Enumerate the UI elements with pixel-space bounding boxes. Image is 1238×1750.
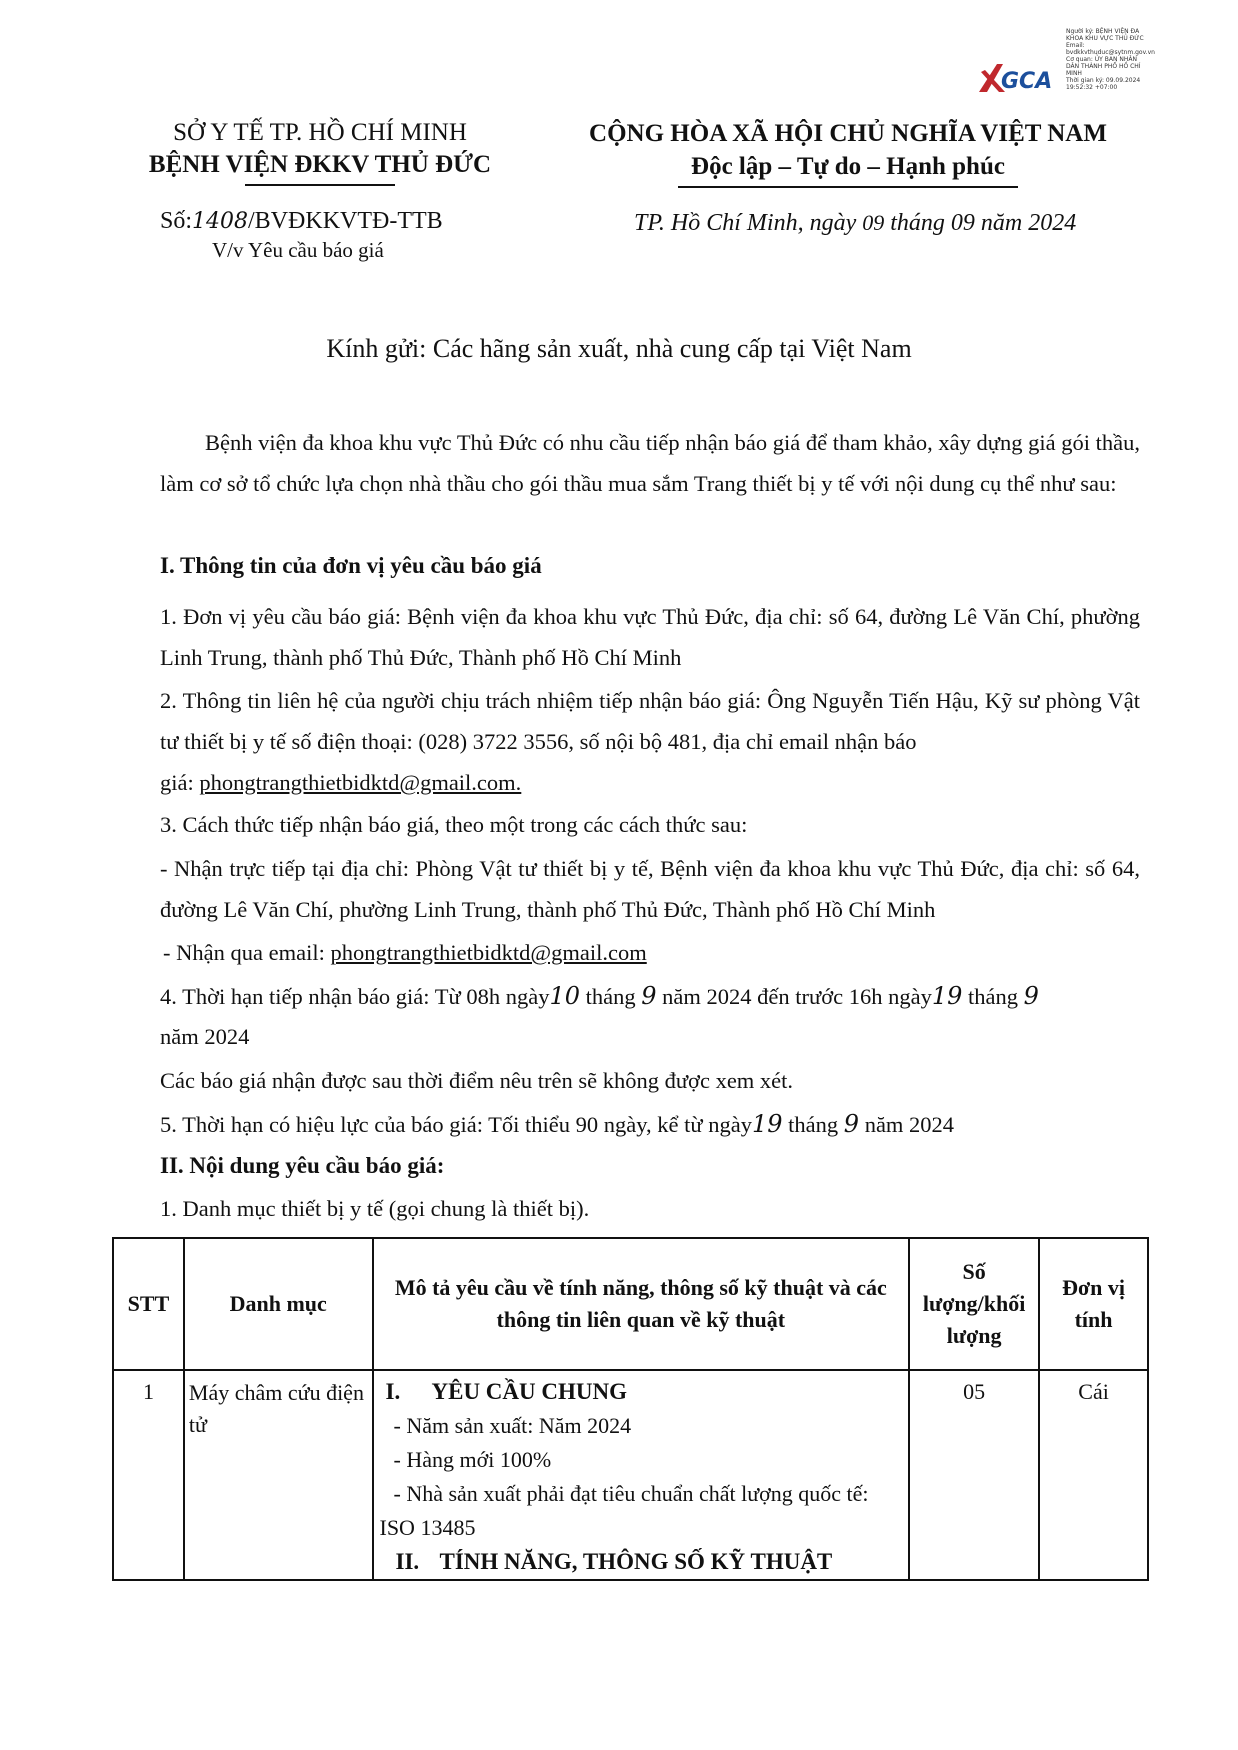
- section-number: II.: [395, 1549, 420, 1574]
- deadline-text-c: năm 2024 đến trước 16h ngày: [662, 984, 932, 1009]
- doc-number-prefix: Số:: [160, 208, 193, 234]
- deadline-text-a: 4. Thời hạn tiếp nhận báo giá: Từ 08h ngày: [160, 984, 550, 1009]
- header-stt: STT: [113, 1238, 184, 1370]
- contact-info-text: 2. Thông tin liên hệ của người chịu trách nhiệm tiếp nhận báo giá: Ông Nguyễn Tiến Hậu, Kỹ sư phòng Vật tư thiết bị y tế số điện thoại: (028) 3722 3556, số nội bộ 481, địa chỉ email nhận báo: [160, 688, 1140, 754]
- contact-email-link[interactable]: phongtrangthietbidktd@gmail.com.: [199, 770, 522, 795]
- section-number: I.: [385, 1379, 401, 1404]
- organization-header: [110, 118, 530, 186]
- header-description: Mô tả yêu cầu về tính năng, thông số kỹ thuật và các thông tin liên quan về kỹ thuật: [373, 1238, 910, 1370]
- document-subject: V/v Yêu cầu báo giá: [212, 238, 384, 262]
- signature-line: Email: bvdkkvthuduc@sytnm.gov.vn: [1066, 42, 1155, 56]
- deadline-day1-handwritten: 10: [549, 982, 580, 1010]
- requirement-section-general: [380, 1375, 905, 1409]
- section-1-item-1: 1. Đơn vị yêu cầu báo giá: Bệnh viện đa khoa khu vực Thủ Đức, địa chỉ: số 64, đường Lê Văn Chí, phường Linh Trung, thành phố Thủ Đức, Thành phố Hồ Chí Minh: [160, 604, 1140, 670]
- deadline-day2-handwritten: 19: [931, 982, 963, 1010]
- validity-text-c: năm 2024: [864, 1112, 955, 1137]
- deadline-note: Các báo giá nhận được sau thời điểm nêu trên sẽ không được xem xét.: [160, 1068, 794, 1093]
- validity-text-a: 5. Thời hạn có hiệu lực của báo giá: Tối thiểu 90 ngày, kể từ ngày: [160, 1112, 752, 1137]
- requirement-section-specs: [380, 1545, 905, 1579]
- row-quantity: 05: [909, 1370, 1039, 1580]
- email-method-prefix: - Nhận qua email:: [163, 940, 331, 965]
- validity-day-handwritten: 19: [751, 1110, 783, 1138]
- org-line-2: BỆNH VIỆN ĐKKV THỦ ĐỨC: [148, 151, 492, 178]
- contact-email-line: [160, 770, 521, 796]
- deadline-year: năm 2024: [160, 1024, 250, 1049]
- row-description: [373, 1370, 910, 1580]
- signature-line: Cơ quan: ỦY BAN NHÂN DÂN THÀNH PHỐ HỒ CHÍ MINH: [1066, 56, 1141, 77]
- nation-header: [548, 118, 1148, 188]
- requirement-item: - Hàng mới 100%: [393, 1447, 552, 1472]
- header-unit: Đơn vị tính: [1039, 1238, 1148, 1370]
- section-title: TÍNH NĂNG, THÔNG SỐ KỸ THUẬT: [439, 1549, 833, 1574]
- deadline-month2-handwritten: 9: [1023, 982, 1039, 1010]
- header-quantity: Số lượng/khối lượng: [909, 1238, 1039, 1370]
- section-1-item-3: 3. Cách thức tiếp nhận báo giá, theo một trong các cách thức sau:: [160, 812, 748, 837]
- doc-number-suffix: /BVĐKKVTĐ-TTB: [248, 208, 443, 234]
- row-unit: Cái: [1039, 1370, 1148, 1580]
- document-number: [160, 208, 443, 235]
- section-1-item-3-a: - Nhận trực tiếp tại địa chỉ: Phòng Vật tư thiết bị y tế, Bệnh viện đa khoa khu vực Thủ Đức, địa chỉ: số 64, đường Lê Văn Chí, phường Linh Trung, thành phố Thủ Đức, Thành phố Hồ Chí Minh: [160, 856, 1140, 922]
- signature-line: Thời gian ký: 09.09.2024 19:52:32 +07:00: [1066, 77, 1141, 91]
- validity-text-b: tháng: [788, 1112, 839, 1137]
- requirement-item: - Nhà sản xuất phải đạt tiêu chuẩn chất lượng quốc tế: ISO 13485: [379, 1481, 869, 1540]
- signature-details: [1066, 28, 1155, 91]
- section-1-item-2: [160, 680, 1140, 762]
- nation-motto: Độc lập – Tự do – Hạnh phúc: [691, 153, 1005, 180]
- doc-number-handwritten: 1408: [192, 209, 249, 234]
- svg-text:GCA: GCA: [1001, 69, 1053, 94]
- deadline-text-b: tháng: [585, 984, 636, 1009]
- date-day-handwritten: 09: [862, 210, 885, 235]
- row-item-name: Máy châm cứu điện tử: [184, 1370, 373, 1580]
- section-1-item-3-b: [163, 940, 647, 966]
- deadline-text-d: tháng: [968, 984, 1018, 1009]
- equipment-table: [112, 1237, 1149, 1581]
- org-underline: [245, 184, 395, 186]
- validity-month-handwritten: 9: [843, 1110, 860, 1138]
- section-2-item-1: 1. Danh mục thiết bị y tế (gọi chung là thiết bị).: [160, 1196, 590, 1221]
- table-header-row: [113, 1238, 1148, 1370]
- nation-line-1: CỘNG HÒA XÃ HỘI CHỦ NGHĨA VIỆT NAM: [589, 120, 1107, 147]
- table-row: [113, 1370, 1148, 1580]
- date-prefix: TP. Hồ Chí Minh, ngày: [634, 210, 857, 236]
- header-name: Danh mục: [184, 1238, 373, 1370]
- requirement-item: - Năm sản xuất: Năm 2024: [393, 1413, 632, 1438]
- motto-underline: [678, 186, 1018, 188]
- document-date: [634, 210, 1076, 237]
- org-line-1: SỞ Y TẾ TP. HỒ CHÍ MINH: [173, 119, 467, 146]
- section-1-item-4: [160, 982, 1140, 1010]
- section-title: YÊU CẦU CHUNG: [431, 1379, 627, 1404]
- section-1-item-5: [160, 1110, 954, 1138]
- email-prefix: giá:: [160, 770, 200, 795]
- vgca-logo-icon: [975, 58, 1065, 98]
- signature-line: Người ký: BỆNH VIỆN ĐA KHOA KHU VỰC THỦ ĐỨC: [1066, 28, 1144, 42]
- row-stt: 1: [113, 1370, 184, 1580]
- section-2-title: II. Nội dung yêu cầu báo giá:: [160, 1153, 445, 1178]
- section-1-title: I. Thông tin của đơn vị yêu cầu báo giá: [160, 553, 542, 578]
- deadline-month1-handwritten: 9: [641, 982, 657, 1010]
- date-suffix: tháng 09 năm 2024: [890, 210, 1077, 236]
- intro-paragraph: Bệnh viện đa khoa khu vực Thủ Đức có nhu cầu tiếp nhận báo giá để tham khảo, xây dựng giá gói thầu, làm cơ sở tổ chức lựa chọn nhà thầu cho gói thầu mua sắm Trang thiết bị y tế với nội dung cụ thể như sau:: [160, 430, 1140, 496]
- recipient-line: Kính gửi: Các hãng sản xuất, nhà cung cấp tại Việt Nam: [326, 334, 912, 363]
- vgca-signature-logo: [975, 58, 1065, 98]
- quote-email-link[interactable]: phongtrangthietbidktd@gmail.com: [330, 940, 647, 965]
